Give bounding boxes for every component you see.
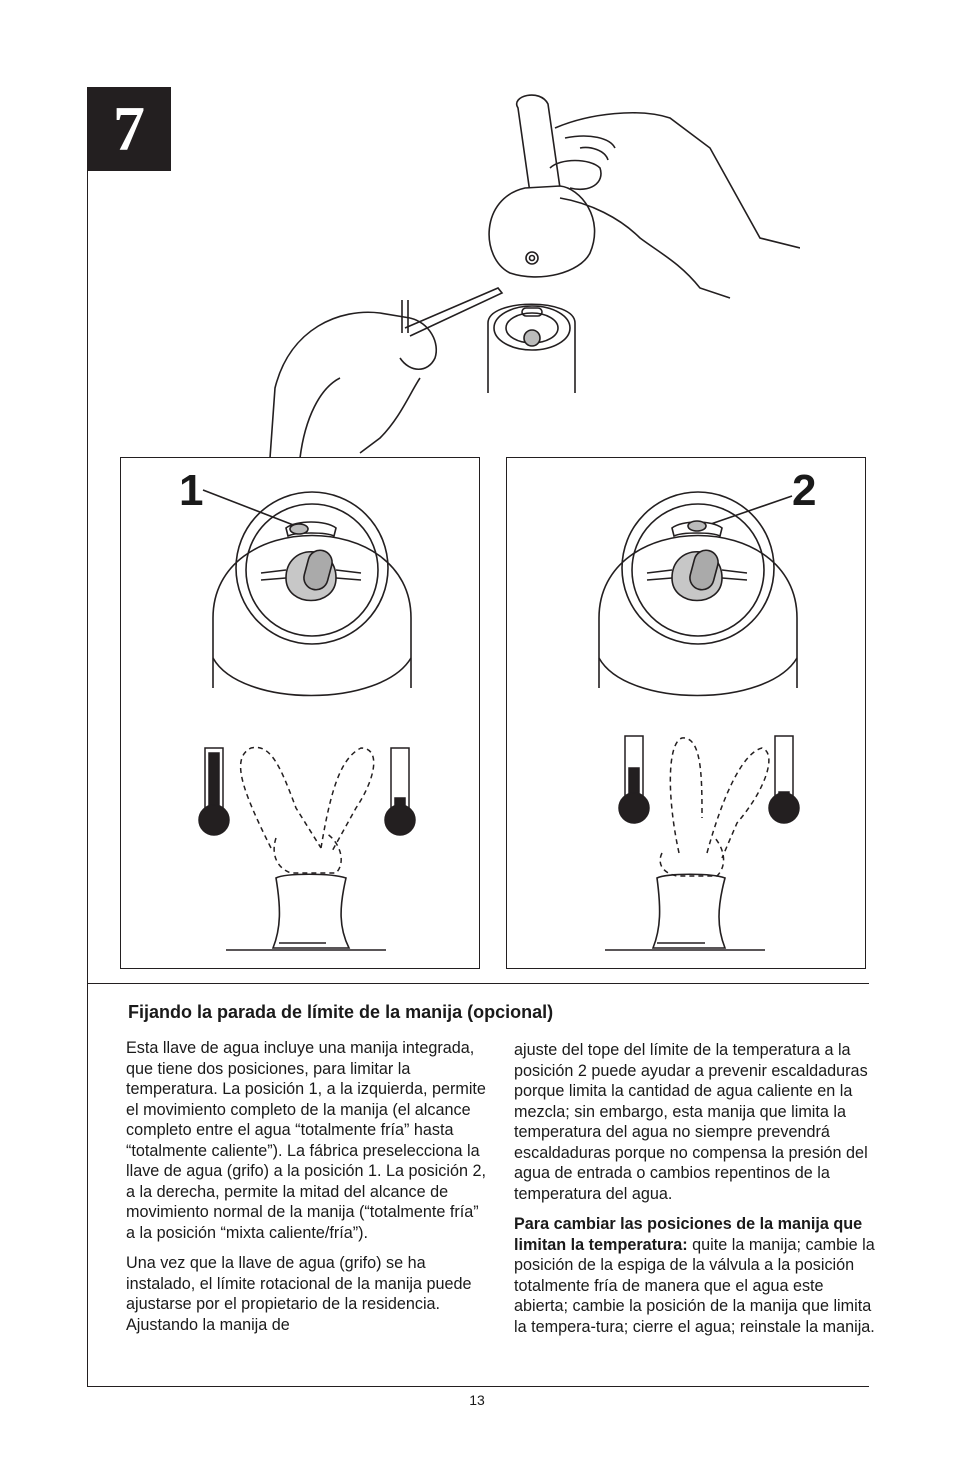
paragraph-intro: Esta llave de agua incluye una manija integrada, que tiene dos posiciones, para limitar la temperatura. La posición 1, a la izquierda, permite el movimiento completo de la manija (el alcance completo entre el agua “totalmente fría” hasta “totalmente caliente”). La fábrica preselecciona la llave de agua (grifo) a la posición 1. La posición 2, a la derecha, permite la mitad del alcance de movimiento normal de la manija (“totalmente fría” a la posición “mixta caliente/fría”). — [126, 1039, 486, 1242]
page-number: 13 — [469, 1392, 485, 1408]
position-2-panel — [506, 457, 866, 969]
instructions-body: quite la manija; cambie la posición de la espiga de la válvula a la posición totalmente fría de manera que el agua este abierta; cambie la posición de la manija que limita la tempera-tura; cierre el agua; reinstale la manija. — [514, 1235, 875, 1336]
text-column-left — [126, 1038, 488, 1345]
paragraph-continued: ajuste del tope del límite de la temperatura a la posición 2 puede ayudar a prevenir escaldaduras porque limita la cantidad de agua caliente en la mezcla; sin embargo, esta manija que limita la temperatura del agua no siempre prevendrá escaldaduras porque no compensa la presión del agua de entrada o cambios repentinos de la temperatura del agua. — [514, 1041, 868, 1203]
instructions-lead: Para cambiar las posiciones de la manija que limitan la temperatura: — [514, 1215, 863, 1254]
text-column-right — [514, 1040, 876, 1347]
position-1-panel — [120, 457, 480, 969]
position-1-illustration — [121, 458, 481, 970]
position-2-illustration — [507, 458, 867, 970]
paragraph-installed: Una vez que la llave de agua (grifo) se ha instalado, el límite rotacional de la manija puede ajustarse por el propietario de la residencia. Ajustando la manija de — [126, 1254, 472, 1334]
section-heading: Fijando la parada de límite de la manija (opcional) — [128, 1002, 554, 1022]
handle-removal-illustration — [260, 88, 800, 458]
frame-bottom-rule — [87, 1386, 869, 1387]
position-1-label: 1 — [179, 466, 204, 515]
frame-divider-rule — [87, 983, 869, 984]
step-number-badge: 7 — [87, 87, 171, 171]
frame-left-rule — [87, 171, 88, 1387]
position-2-label: 2 — [792, 466, 817, 515]
paragraph-instructions — [514, 1214, 876, 1337]
